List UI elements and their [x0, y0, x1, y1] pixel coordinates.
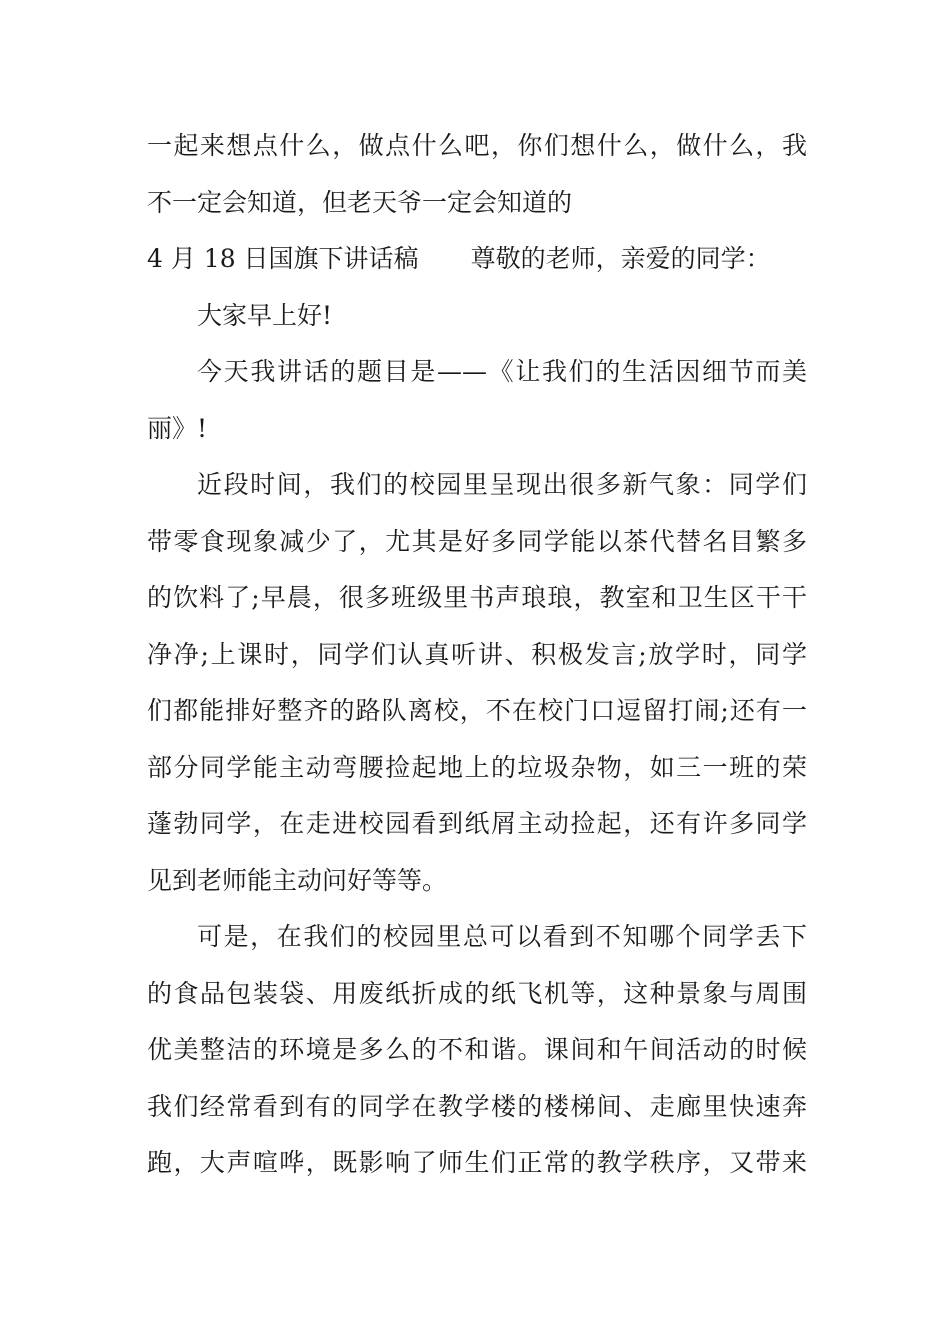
text-line-7: 近段时间，我们的校园里呈现出很多新气象：同学们 — [197, 470, 807, 499]
text-line-10: 净净;上课时，同学们认真听讲、积极发言;放学时，同学 — [147, 639, 807, 669]
text-line-8: 带零食现象减少了，尤其是好多同学能以茶代替名目繁多 — [147, 526, 807, 556]
text-line-1: 一起来想点什么，做点什么吧，你们想什么，做什么，我 — [147, 131, 807, 160]
speech-title: 4 月 18 日国旗下讲话稿 — [147, 244, 419, 273]
text-line-2: 不一定会知道，但老天爷一定会知道的 — [147, 187, 573, 217]
text-line-5: 今天我讲话的题目是——《让我们的生活因细节而美 — [197, 357, 807, 386]
text-line-16: 的食品包装袋、用废纸折成的纸飞机等，这种景象与周围 — [147, 978, 807, 1008]
text-line-17: 优美整洁的环境是多么的不和谐。课间和午间活动的时候 — [147, 1035, 807, 1064]
text-line-19: 跑，大声喧哗，既影响了师生们正常的教学秩序，又带来 — [147, 1148, 807, 1177]
text-line-6: 丽》! — [147, 413, 208, 443]
greeting: 大家早上好! — [197, 300, 333, 330]
text-line-18: 我们经常看到有的同学在教学楼的楼梯间、走廊里快速奔 — [147, 1091, 807, 1121]
text-line-12: 部分同学能主动弯腰捡起地上的垃圾杂物，如三一班的荣 — [147, 752, 807, 782]
text-line-15: 可是，在我们的校园里总可以看到不知哪个同学丢下 — [197, 922, 807, 951]
text-line-13: 蓬勃同学，在走进校园看到纸屑主动捡起，还有许多同学 — [147, 809, 807, 838]
salutation: 尊敬的老师，亲爱的同学： — [470, 244, 771, 273]
speech-text-block — [147, 118, 807, 1192]
text-line-9: 的饮料了;早晨，很多班级里书声琅琅，教室和卫生区干干 — [147, 583, 807, 612]
speech-heading-line — [147, 231, 807, 288]
text-line-11: 们都能排好整齐的路队离校，不在校门口逗留打闹;还有一 — [147, 696, 807, 725]
text-line-14: 见到老师能主动问好等等。 — [147, 865, 448, 895]
